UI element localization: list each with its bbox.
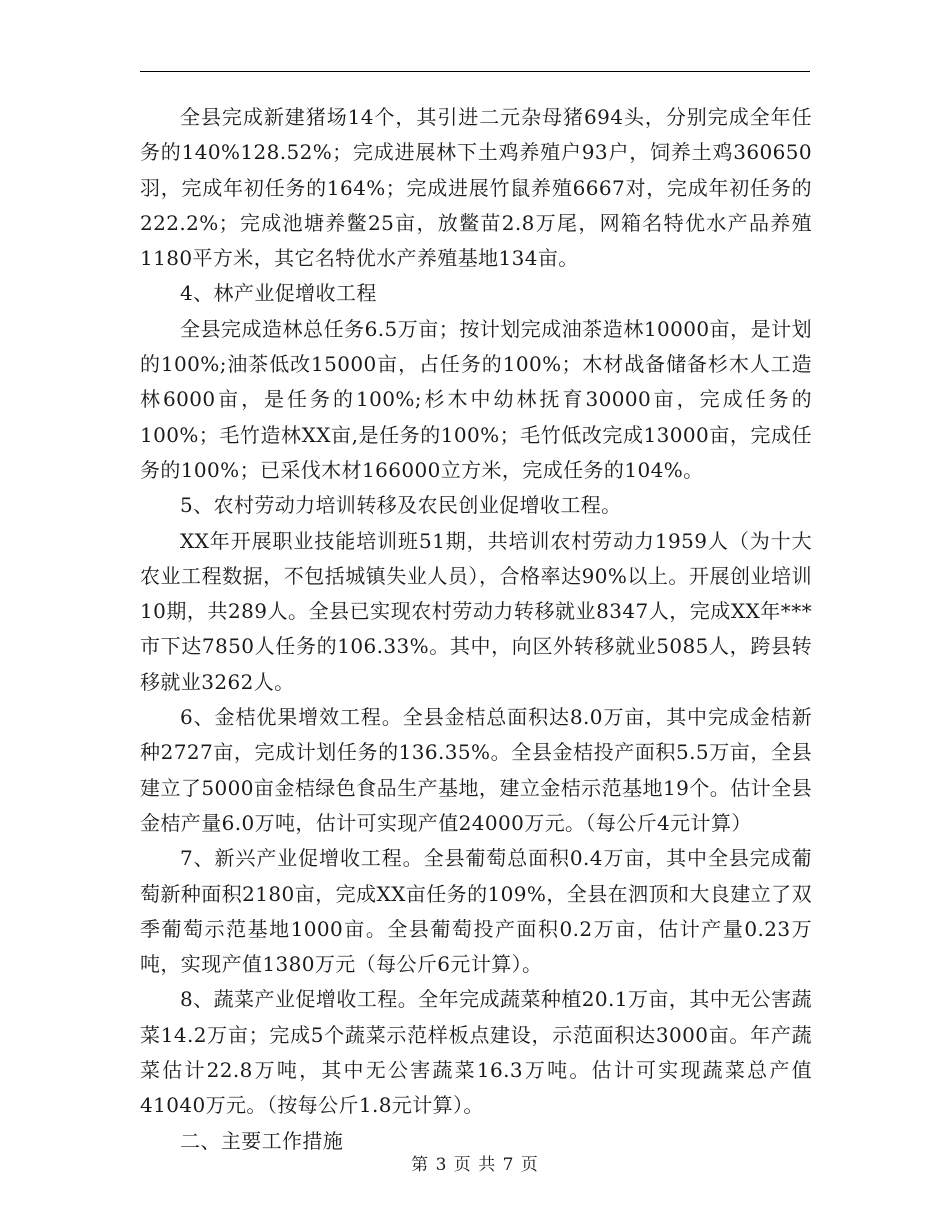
paragraph-livestock: 全县完成新建猪场14个，其引进二元杂母猪694头，分别完成全年任务的140%128.52%；完成进展林下土鸡养殖户93户，饲养土鸡360650羽，完成年初任务的164%；完成进展竹鼠养殖6667对，完成年初任务的222.2%；完成池塘养鳖25亩，放鳖苗2.8万尾，网箱名特优水产品养殖1180平方米，其它名特优水产养殖基地134亩。 bbox=[140, 105, 812, 271]
paragraph-forestry: 全县完成造林总任务6.5万亩；按计划完成油茶造林10000亩，是计划的100%;油茶低改15000亩，占任务的100%；木材战备储备杉木人工造林6000亩，是任务的100%;杉木中幼林抚育30000亩，完成任务的100%；毛竹造林XX亩,是任务的100%；毛竹低改完成13000亩，完成任务的100%；已采伐木材166000立方米，完成任务的104%。 bbox=[140, 316, 812, 482]
page-footer: 第 3 页 共 7 页 bbox=[411, 1155, 539, 1175]
paragraph-kumquat: 6、金桔优果增效工程。全县金桔总面积达8.0万亩，其中完成金桔新种2727亩，完成计划任务的136.35%。全县金桔投产面积5.5万亩，全县建立了5000亩金桔绿色食品生产基地，建立金桔示范基地19个。估计全县金桔产量6.0万吨，估计可实现产值24000万元。（每公斤4元计算） bbox=[140, 705, 812, 835]
paragraph-labor-training: XX年开展职业技能培训班51期，共培训农村劳动力1959人（为十大农业工程数据，不包括城镇失业人员），合格率达90%以上。开展创业培训10期，共289人。全县已实现农村劳动力转移就业8347人，完成XX年***市下达7850人任务的106.33%。其中，向区外转移就业5085人，跨县转移就业3262人。 bbox=[140, 528, 812, 694]
header-rule bbox=[140, 71, 810, 72]
heading-forestry: 4、林产业促增收工程 bbox=[180, 281, 377, 306]
document-body bbox=[140, 100, 812, 1159]
heading-labor-training: 5、农村劳动力培训转移及农民创业促增收工程。 bbox=[180, 493, 622, 518]
paragraph-grape: 7、新兴产业促增收工程。全县葡萄总面积0.4万亩，其中全县完成葡萄新种面积2180亩，完成XX亩任务的109%，全县在泗顶和大良建立了双季葡萄示范基地1000亩。全县葡萄投产面积0.2万亩，估计产量0.23万吨，实现产值1380万元（每公斤6元计算）。 bbox=[140, 846, 812, 977]
paragraph-vegetable: 8、蔬菜产业促增收工程。全年完成蔬菜种植20.1万亩，其中无公害蔬菜14.2万亩；完成5个蔬菜示范样板点建设，示范面积达3000亩。年产蔬菜估计22.8万吨，其中无公害蔬菜16.3万吨。估计可实现蔬菜总产值41040万元。（按每公斤1.8元计算）。 bbox=[140, 987, 812, 1118]
heading-main-measures: 二、主要工作措施 bbox=[180, 1128, 344, 1153]
